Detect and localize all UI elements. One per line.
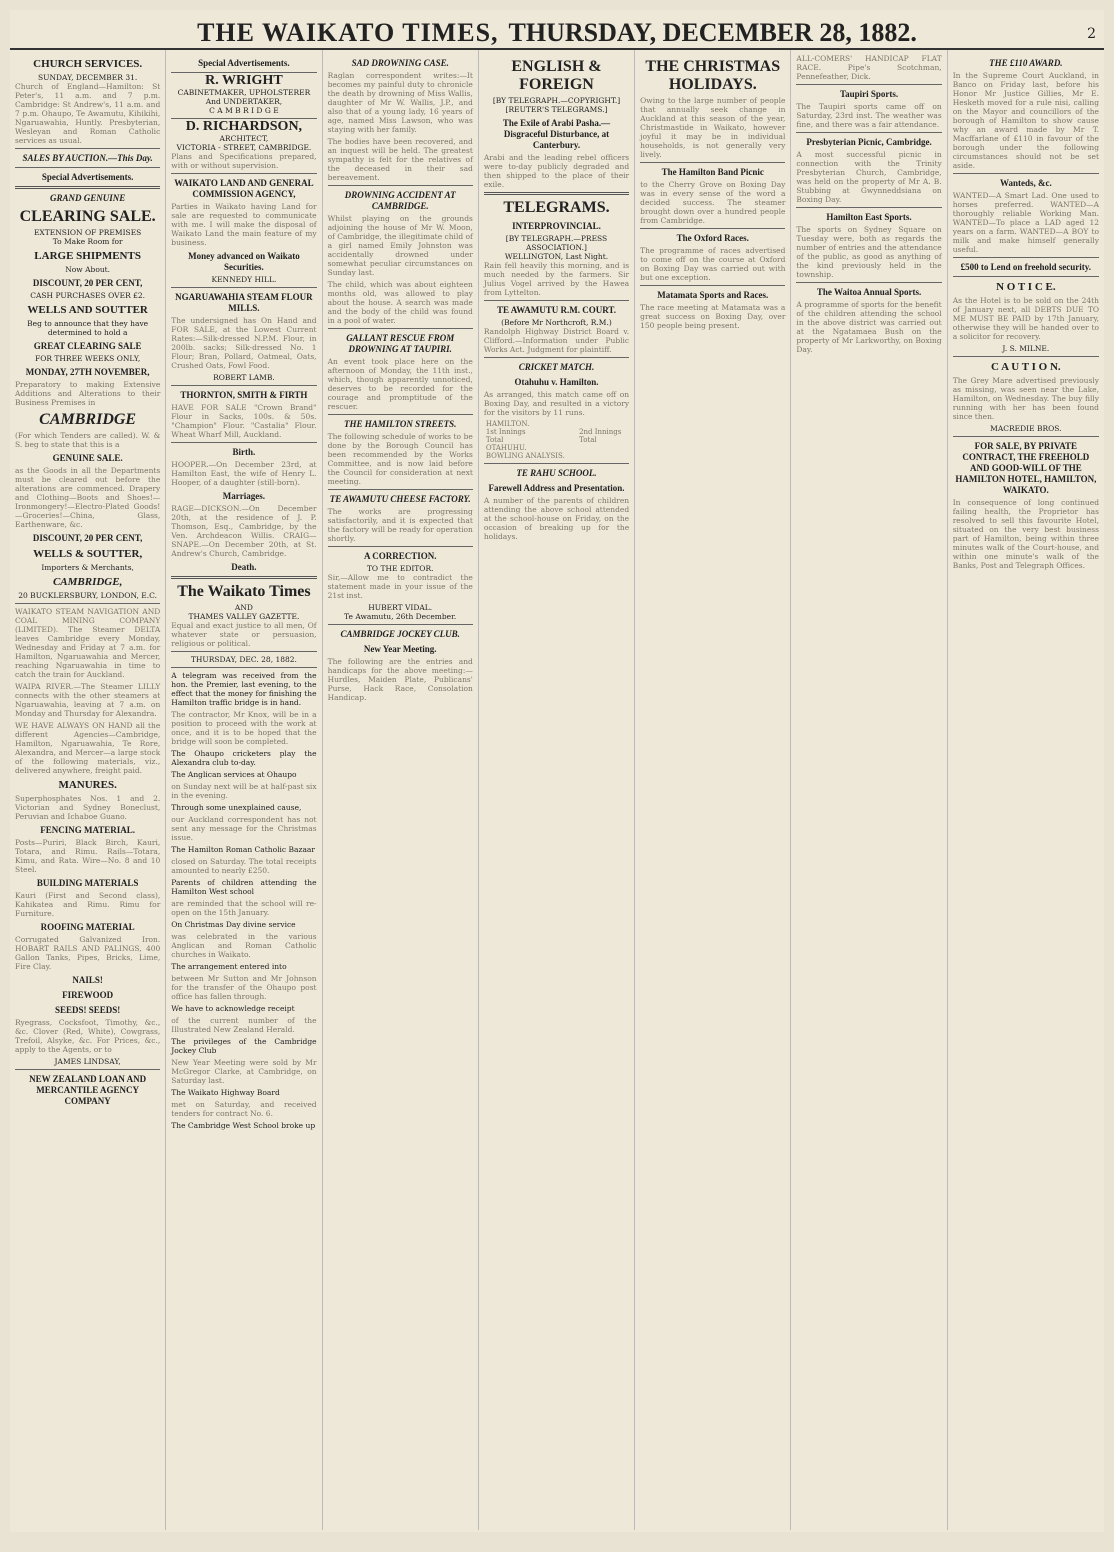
body-text: on Sunday next will be at half-past six in the evening.: [171, 782, 317, 800]
text: HUBERT VIDAL.: [368, 603, 433, 612]
heading: MANURES.: [58, 779, 117, 791]
heading: FOR SALE, BY PRIVATE CONTRACT, THE FREEHOLD AND GOOD-WILL OF THE HAMILTON HOTEL, HAMILTON, WAIKATO.: [955, 441, 1097, 495]
heading: THORNTON, SMITH & FIRTH: [180, 390, 308, 400]
heading: WELLS AND SOUTTER: [27, 304, 148, 316]
heading: Marriages.: [222, 491, 266, 501]
body-text: to the Cherry Grove on Boxing Day was in every sense of the word a decided success. The steamer brought down over a hundred people from Cambridge.: [640, 180, 786, 225]
heading: The Exile of Arabi Pasha.—Disgraceful Disturbance, at Canterbury.: [502, 118, 611, 150]
heading: CAMBRIDGE JOCKEY CLUB.: [340, 629, 460, 639]
heading: GENUINE SALE.: [52, 453, 123, 463]
masthead-date: THURSDAY, DECEMBER 28, 1882.: [508, 18, 917, 47]
body-text: As arranged, this match came off on Boxing Day, and resulted in a victory for the visitors by 11 runs.: [483, 390, 630, 417]
body-text: Through some unexplained cause,: [171, 803, 302, 812]
heading: WAIKATO LAND AND GENERAL COMMISSION AGENCY,: [174, 178, 314, 199]
masthead: [10, 10, 1104, 50]
body-text: A programme of sports for the benefit of the children attending the school in the above district was carried out at the Ngatamaea Bush on the property of Mr Larkworthy, on Boxing Day.: [796, 300, 942, 354]
body-text: Church of England—Hamilton: St Peter's, 11 a.m. and 7 p.m. Cambridge: St Andrew's, 11 a.m. and 7 p.m. Ohaupo, Te Awamutu, Kihikihi, Ngaruawahia, Huntly. Presbyterian, Wesleyan and Roman Catholic services as usual.: [15, 82, 161, 145]
heading: CHURCH SERVICES.: [33, 58, 143, 70]
page-number: 2: [1087, 26, 1096, 42]
text: FOR THREE WEEKS ONLY,: [35, 354, 141, 363]
heading: ROOFING MATERIAL: [40, 922, 135, 932]
body-text: as the Goods in all the Departments must be cleared out before the alterations are commenced. Drapery and Clothing—Boots and Shoes!—Ironmongery!—Electro-Plated Goods!—Groceries!—China, Glass, Earthenware, &c.: [15, 466, 161, 529]
text: ARCHITECT,: [219, 134, 269, 143]
text: Importers & Merchants,: [41, 563, 134, 572]
body-text: ALL-COMERS' HANDICAP FLAT RACE. Pipe's Scotchman, Pennefeather, Dick.: [796, 54, 942, 81]
text: SUNDAY, DECEMBER 31.: [38, 73, 138, 82]
body-text: The works are progressing satisfactorily, and it is expected that the factory will be ready for operation shortly.: [327, 507, 473, 543]
heading: Birth.: [232, 447, 256, 457]
heading: Hamilton East Sports.: [826, 212, 912, 222]
heading: NEW ZEALAND LOAN AND MERCANTILE AGENCY COMPANY: [29, 1074, 147, 1106]
body-text: A most successful picnic in connection with the Trinity Presbyterian Church, Cambridge, was held on the property of Mr A. B. Stubbing at Gwynneddsiana on Boxing Day.: [796, 150, 942, 204]
heading: NGARUAWAHIA STEAM FLOUR MILLS.: [175, 292, 313, 313]
heading: MONDAY, 27TH NOVEMBER,: [25, 367, 150, 377]
heading: TE RAHU SCHOOL.: [516, 468, 597, 478]
heading: FENCING MATERIAL.: [40, 825, 136, 835]
body-text: The race meeting at Matamata was a great success on Boxing Day, over 150 people being present.: [640, 303, 786, 330]
brand: D. RICHARDSON,: [185, 119, 303, 134]
heading: Taupiri Sports.: [839, 89, 899, 99]
body-text: The following schedule of works to be done by the Borough Council has been recommended by the Works Committee, and is now laid before the Council for consideration at next meeting.: [327, 432, 473, 486]
body-text: A telegram was received from the hon. the Premier, last evening, to the effect that the money for finishing the Hamilton traffic bridge is in hand.: [171, 671, 317, 707]
heading: TE AWAMUTU R.M. COURT.: [496, 305, 616, 315]
text: To Make Room for: [52, 237, 123, 246]
body-text: The undersigned has On Hand and FOR SALE, at the Lowest Current Rates:—Silk-dressed N.P.M. Flour, in 200lb. sacks; Silk-dressed No. 1 Flour; Bran, Pollard, Oatmeal, Oats, Crushed Oats, Fowl Food.: [171, 316, 317, 370]
body-text: The Cambridge West School broke up: [171, 1121, 316, 1130]
heading: Death.: [231, 562, 257, 572]
body-text: Arabi and the leading rebel officers were to-day publicly degraded and then shipped to the place of their exile.: [483, 153, 630, 189]
body-text: Randolph Highway District Board v. Clifford.—Information under Public Works Act. Judgment for plaintiff.: [483, 327, 630, 354]
heading: Matamata Sports and Races.: [657, 290, 769, 300]
body-text: The Waikato Highway Board: [171, 1088, 280, 1097]
body-text: WE HAVE ALWAYS ON HAND all the different Agencies—Cambridge, Hamilton, Ngaruawahia, Te Rore, Alexandra, and Mercer—a large stock of the following materials, viz., delivered anywhere, freight paid.: [15, 721, 161, 775]
body-text: are reminded that the school will re-open on the 15th January.: [171, 899, 317, 917]
body-text: The Anglican services at Ohaupo: [171, 770, 297, 779]
heading: Money advanced on Waikato Securities.: [188, 251, 300, 272]
text: Now About.: [65, 265, 111, 274]
body-text: In the Supreme Court Auckland, in Banco on Friday last, before his Honor Mr Justice Gillies, Mr E. Hesketh moved for a rule nisi, calling on the Mayor and councillors of the borough of Hamilton to show cause why an award made by Mr T. Macffarlane of £110 in favour of the borough under the following circumstances should not be set aside.: [952, 71, 1099, 170]
text: KENNEDY HILL.: [211, 275, 277, 284]
body-text: The Ohaupo cricketers play the Alexandra club to-day.: [171, 749, 317, 767]
body-text: Ryegrass, Cocksfoot, Timothy, &c., &c. Clover (Red, White), Cowgrass, Trefoil, Alsyke, &c. For Prices, &c., apply to the Agents, or to: [15, 1018, 161, 1054]
body-text: The following are the entries and handicaps for the above meeting:—Hurdles, Maiden Plate, Publicans' Purse, Hack Race, Consolation Handicap.: [327, 657, 473, 702]
body-text: Equal and exact justice to all men, Of whatever state or persuasion, religious or political.: [171, 621, 317, 648]
column-4: [479, 50, 635, 1530]
body-text: met on Saturday, and received tenders for contract No. 6.: [171, 1100, 317, 1118]
text: J. S. MILNE.: [1002, 344, 1050, 353]
heading: WELLS & SOUTTER,: [33, 548, 143, 560]
heading: DROWNING ACCIDENT AT CAMBRIDGE.: [344, 190, 456, 211]
body-text: Parents of children attending the Hamilton West school: [171, 878, 317, 896]
heading: C A U T I O N.: [991, 361, 1061, 373]
heading: FIREWOOD: [62, 990, 114, 1000]
body-text: RAGE—DICKSON.—On December 20th, at the residence of J. P. Thomson, Esq., Cambridge, by the Ven. Archdeacon Willis. CRAIG—SNAPE.—On December 20th, at St. Andrew's Church, Cambridge.: [171, 504, 317, 558]
body-text: The sports on Sydney Square on Tuesday were, both as regards the number of entries and the attendance of the public, as good as anything of the kind previously held in the township.: [796, 225, 942, 279]
body-text: Rain fell heavily this morning, and is much needed by the farmers. Sir Julius Vogel arrived by the Hawea from Lyttelton.: [483, 261, 630, 297]
column-2: [166, 50, 322, 1530]
column-7: [948, 50, 1104, 1530]
heading: THE HAMILTON STREETS.: [343, 419, 457, 429]
body-text: Sir,—Allow me to contradict the statement made in your issue of the 21st inst.: [327, 573, 473, 600]
body-text: The Grey Mare advertised previously as missing, was seen near the Lake, Hamilton, on Wednesday. The buy filly running with her has been found since then.: [952, 376, 1099, 421]
heading: TE AWAMUTU CHEESE FACTORY.: [329, 494, 471, 504]
text: (Before Mr Northcroft, R.M.): [501, 318, 612, 327]
text: JAMES LINDSAY,: [54, 1057, 121, 1066]
heading: SAD DROWNING CASE.: [351, 58, 449, 68]
heading: SEEDS! SEEDS!: [55, 1005, 121, 1015]
heading: Presbyterian Picnic, Cambridge.: [806, 137, 932, 147]
text: THURSDAY, DEC. 28, 1882.: [190, 655, 297, 664]
body-text: Corrugated Galvanized Iron. HOBART RAILS AND PALINGS, 400 Gallon Tanks, Pipes, Bricks, Lime, Fire Clay.: [15, 935, 161, 971]
score-table: HAMILTON. 1st Innings 2nd Innings Total Total OTAHUHU. BOWLING ANALYSIS.: [485, 420, 622, 460]
text: 20 BUCKLERSBURY, LONDON, E.C.: [18, 591, 158, 600]
body-text: We have to acknowledge receipt: [171, 1004, 295, 1013]
heading: CAMBRIDGE,: [52, 576, 123, 588]
body-text: between Mr Sutton and Mr Johnson for the transfer of the Ohaupo post office has fallen through.: [171, 974, 317, 1001]
heading: GREAT CLEARING SALE: [33, 341, 142, 351]
text: TO THE EDITOR.: [366, 564, 434, 573]
text: ROBERT LAMB.: [213, 373, 275, 382]
body-text: HOOPER.—On December 23rd, at Hamilton East, the wife of Henry L. Hooper, of a daughter (still-born).: [171, 460, 317, 487]
column-6: [791, 50, 947, 1530]
text: MACREDIE BROS.: [990, 424, 1062, 433]
heading: GRAND GENUINE: [50, 193, 126, 203]
text: CASH PURCHASES OVER £2.: [30, 291, 146, 300]
heading: £500 to Lend on freehold security.: [960, 262, 1092, 272]
column-5: [635, 50, 791, 1530]
text: VICTORIA - STREET, CAMBRIDGE.: [176, 143, 312, 152]
body-text: Raglan correspondent writes:—It becomes my painful duty to chronicle the death by drowning of Miss Wallis, daughter of Mr W. Wallis, J.P., and also that of a young lady, 16 years of age, named Miss Lawson, who was staying with her family.: [327, 71, 473, 134]
body-text: New Year Meeting were sold by Mr McGregor Clarke, at Cambridge, on Saturday last.: [171, 1058, 317, 1085]
text: [REUTER'S TELEGRAMS.]: [505, 105, 608, 114]
newspaper-title: The Waikato Times: [177, 583, 311, 600]
text: [BY TELEGRAPH.—COPYRIGHT.]: [492, 96, 621, 105]
heading: New Year Meeting.: [363, 644, 437, 654]
body-text: WANTED—A Smart Lad. One used to horses preferred. WANTED—A thoroughly reliable Working Man. WANTED—To place a LAD aged 12 years on a farm. WANTED—A BOY to milk and make himself generally useful.: [952, 191, 1099, 254]
body-text: The bodies have been recovered, and an inquest will be held. The greatest sympathy is felt for the relatives of the deceased in their sad bereavement.: [327, 137, 473, 182]
body-text: The Taupiri sports came off on Saturday, 23rd inst. The weather was fine, and there was a fair attendance.: [796, 102, 942, 129]
body-text: An event took place here on the afternoon of Monday, the 11th inst., which, though apparently unnoticed, deserves to be recorded for the courage and promptitude of the rescuer.: [327, 357, 473, 411]
body-text: of the current number of the Illustrated New Zealand Herald.: [171, 1016, 317, 1034]
heading: The Waitoa Annual Sports.: [816, 287, 922, 297]
heading: ENGLISH & FOREIGN: [511, 58, 602, 93]
body-text: The contractor, Mr Knox, will be in a position to proceed with the work at once, and it is to be hoped that the bridge will soon be completed.: [171, 710, 317, 746]
heading: LARGE SHIPMENTS: [34, 250, 141, 262]
heading: N O T I C E.: [996, 281, 1056, 293]
text: AND: [234, 603, 253, 612]
body-text: Posts—Puriri, Black Birch, Kauri, Totara, and Rimu. Rails—Totara, Kimu, and Rata. Wire—No. 8 and 10 Steel.: [15, 838, 161, 874]
body-text: The arrangement entered into: [171, 962, 287, 971]
body-text: The child, which was about eighteen months old, was allowed to play about the house. A search was made and the body of the child was found in a pool of water.: [327, 280, 473, 325]
body-text: WAIKATO STEAM NAVIGATION AND COAL MINING COMPANY (LIMITED). The Steamer DELTA leaves Cambridge every Monday, Wednesday and Friday at 7 a.m. for Hamilton, Ngaruawahia and Mercer, reaching Ngaruawahia in time to catch the train for Auckland.: [15, 607, 161, 679]
body-text: WAIPA RIVER.—The Steamer LILLY connects with the other steamers at Ngaruawahia, leaving at 7 a.m. on Monday and Thursday for Alexandra.: [15, 682, 161, 718]
heading: Otahuhu v. Hamilton.: [514, 377, 599, 387]
heading: CLEARING SALE.: [19, 208, 156, 225]
heading: NAILS!: [72, 975, 103, 985]
heading: Special Advertisements.: [198, 58, 290, 68]
body-text: Preparatory to making Extensive Additions and Alterations to their Business Premises in: [15, 380, 161, 407]
brand: R. WRIGHT: [205, 73, 283, 88]
heading: SALES BY AUCTION.—This Day.: [22, 153, 153, 163]
heading: THE CHRISTMAS HOLIDAYS.: [645, 58, 781, 93]
column-3: [323, 50, 479, 1530]
heading: The Hamilton Band Picnic: [661, 167, 764, 177]
body-text: The Hamilton Roman Catholic Bazaar: [171, 845, 315, 854]
text: EXTENSION OF PREMISES: [33, 228, 142, 237]
heading: Special Advertisements.: [41, 172, 134, 182]
heading: CAMBRIDGE: [39, 411, 137, 428]
body-text: HAVE FOR SALE "Crown Brand" Flour in Sacks, 100s. & 50s. "Champion" Flour. "Castalia" Flour. Wheat Wharf Mill, Auckland.: [171, 403, 317, 439]
heading: The Oxford Races.: [676, 233, 749, 243]
columns: [10, 50, 1104, 1530]
heading: DISCOUNT, 20 PER CENT,: [32, 533, 143, 543]
heading: CRICKET MATCH.: [518, 362, 595, 372]
heading: Wanteds, &c.: [999, 178, 1052, 188]
body-text: Parties in Waikato having Land for sale are requested to communicate with me. I will make the disposal of Waikato Land the main feature of my business.: [171, 202, 317, 247]
heading: BUILDING MATERIALS: [36, 878, 139, 888]
body-text: The privileges of the Cambridge Jockey Club: [171, 1037, 317, 1055]
heading: THE £110 AWARD.: [989, 58, 1063, 68]
text: CABINETMAKER, UPHOLSTERER And UNDERTAKER,: [177, 88, 311, 106]
column-1: [10, 50, 166, 1530]
text: THAMES VALLEY GAZETTE.: [188, 612, 300, 621]
body-text: closed on Saturday. The total receipts amounted to nearly £250.: [171, 857, 317, 875]
body-text: our Auckland correspondent has not sent any message for the Christmas issue.: [171, 815, 317, 842]
body-text: Superphosphates Nos. 1 and 2. Victorian and Sydney Boneclust, Peruvian and Ichaboe Guano.: [15, 794, 161, 821]
body-text: In consequence of long continued failing health, the Proprietor has resolved to sell this favourite Hotel, situated on the very best business part of Hamilton, being within three minutes walk of the Court-house, and within one minute's walk of the Banks, Post and Telegraph Offices.: [952, 498, 1099, 570]
body-text: (For which Tenders are called). W. & S. beg to state that this is a: [15, 431, 161, 449]
heading: TELEGRAMS.: [503, 199, 610, 216]
body-text: A number of the parents of children attending the above school attended at the school-house on Friday, on the occasion of breaking up for the holidays.: [483, 496, 630, 541]
text: WELLINGTON, Last Night.: [504, 252, 609, 261]
heading: A CORRECTION.: [363, 551, 437, 561]
text: Te Awamutu, 26th December.: [344, 612, 457, 621]
newspaper-page: [10, 10, 1104, 1532]
body-text: Plans and Specifications prepared, with or without supervision.: [171, 152, 317, 170]
body-text: Kauri (First and Second class), Kahikatea and Rimu. Rimu for Furniture.: [15, 891, 161, 918]
heading: GALLANT RESCUE FROM DROWNING AT TAUPIRI.: [346, 333, 455, 354]
text: Beg to announce that they have determined to hold a: [27, 319, 149, 337]
body-text: Owing to the large number of people that annually seek change in Auckland at this season of the year, Christmastide in Waikato, however joyful it may be in individual households, is not generally very lively.: [640, 96, 786, 159]
masthead-title: THE WAIKATO TIMES,: [197, 18, 499, 47]
body-text: Whilst playing on the grounds adjoining the house of Mr W. Moon, of Cambridge, the illegitimate child of a girl named Emily Johnston was accidentally drowned under somewhat peculiar circumstances on Sunday last.: [327, 214, 473, 277]
body-text: As the Hotel is to be sold on the 24th of January next, all DEBTS DUE TO ME MUST BE PAID by 17th January, otherwise they will be handed over to a solicitor for recovery.: [952, 296, 1099, 341]
heading: DISCOUNT, 20 PER CENT,: [32, 278, 143, 288]
body-text: The programme of races advertised to come off on the course at Oxford on Boxing Day was carried out with but one exception.: [640, 246, 786, 282]
text: [BY TELEGRAPH.—PRESS ASSOCIATION.]: [505, 234, 608, 252]
heading: Farewell Address and Presentation.: [488, 483, 625, 493]
heading: INTERPROVINCIAL.: [512, 221, 601, 231]
body-text: was celebrated in the various Anglican and Roman Catholic churches in Waikato.: [171, 932, 317, 959]
text: C A M B R I D G E: [209, 106, 279, 115]
body-text: On Christmas Day divine service: [171, 920, 296, 929]
